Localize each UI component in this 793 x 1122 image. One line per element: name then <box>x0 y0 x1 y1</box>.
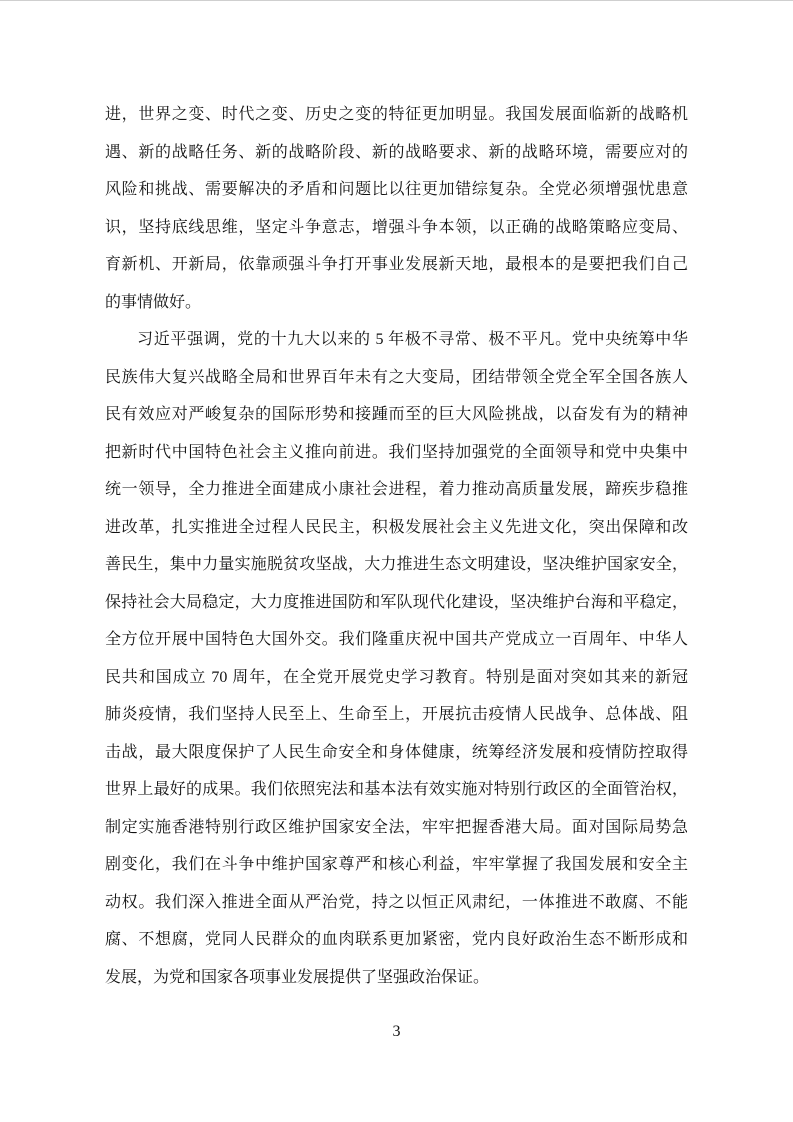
text-line: 肺炎疫情，我们坚持人民至上、生命至上，开展抗击疫情人民战争、总体战、阻 <box>105 706 688 723</box>
text-line: 进，世界之变、时代之变、历史之变的特征更加明显。我国发展面临新的战略机 <box>105 106 688 123</box>
page-footer <box>0 1022 793 1041</box>
text-line: 民共和国成立 70 周年，在全党开展党史学习教育。特别是面对突如其来的新冠 <box>105 668 688 686</box>
text-line: 育新机、开新局，依靠顽强斗争打开事业发展新天地，最根本的是要把我们自己 <box>105 256 688 273</box>
text-line: 全方位开展中国特色大国外交。我们隆重庆祝中国共产党成立一百周年、中华人 <box>105 631 688 648</box>
text-line: 善民生，集中力量实施脱贫攻坚战，大力推进生态文明建设，坚决维护国家安全， <box>105 556 688 573</box>
text-line: 制定实施香港特别行政区维护国家安全法，牢牢把握香港大局。面对国际局势急 <box>105 818 688 836</box>
document-body <box>105 96 688 996</box>
text-line: 识，坚持底线思维，坚定斗争意志，增强斗争本领，以正确的战略策略应变局、 <box>105 218 688 236</box>
text-line: 进改革，扎实推进全过程人民民主，积极发展社会主义先进文化，突出保障和改 <box>105 518 688 536</box>
text-line: 世界上最好的成果。我们依照宪法和基本法有效实施对特别行政区的全面管治权， <box>105 781 688 798</box>
paragraph <box>105 96 688 321</box>
text-line: 民有效应对严峻复杂的国际形势和接踵而至的巨大风险挑战，以奋发有为的精神 <box>105 406 688 423</box>
text-line: 风险和挑战、需要解决的矛盾和问题比以往更加错综复杂。全党必须增强忧患意 <box>105 181 688 198</box>
text-line: 民族伟大复兴战略全局和世界百年未有之大变局，团结带领全党全军全国各族人 <box>105 368 688 386</box>
text-line: 统一领导，全力推进全面建成小康社会进程，着力推动高质量发展，蹄疾步稳推 <box>105 481 688 498</box>
paragraph <box>105 321 688 996</box>
text-line: 发展，为党和国家各项事业发展提供了坚强政治保证。 <box>105 968 490 986</box>
text-line: 习近平强调，党的十九大以来的 5 年极不寻常、极不平凡。党中央统筹中华 <box>137 331 688 348</box>
text-line: 把新时代中国特色社会主义推向前进。我们坚持加强党的全面领导和党中央集中 <box>105 443 688 461</box>
text-line: 保持社会大局稳定，大力度推进国防和军队现代化建设，坚决维护台海和平稳定， <box>105 593 688 611</box>
page-number: 3 <box>392 1023 401 1040</box>
text-line: 的事情做好。 <box>105 293 202 311</box>
text-line: 剧变化，我们在斗争中维护国家尊严和核心利益，牢牢掌握了我国发展和安全主 <box>105 856 688 873</box>
text-line: 腐、不想腐，党同人民群众的血肉联系更加紧密，党内良好政治生态不断形成和 <box>105 931 688 948</box>
text-line: 动权。我们深入推进全面从严治党，持之以恒正风肃纪，一体推进不敢腐、不能 <box>105 893 688 911</box>
text-line: 击战，最大限度保护了人民生命安全和身体健康，统筹经济发展和疫情防控取得 <box>105 743 688 761</box>
text-line: 遇、新的战略任务、新的战略阶段、新的战略要求、新的战略环境，需要应对的 <box>105 143 688 161</box>
